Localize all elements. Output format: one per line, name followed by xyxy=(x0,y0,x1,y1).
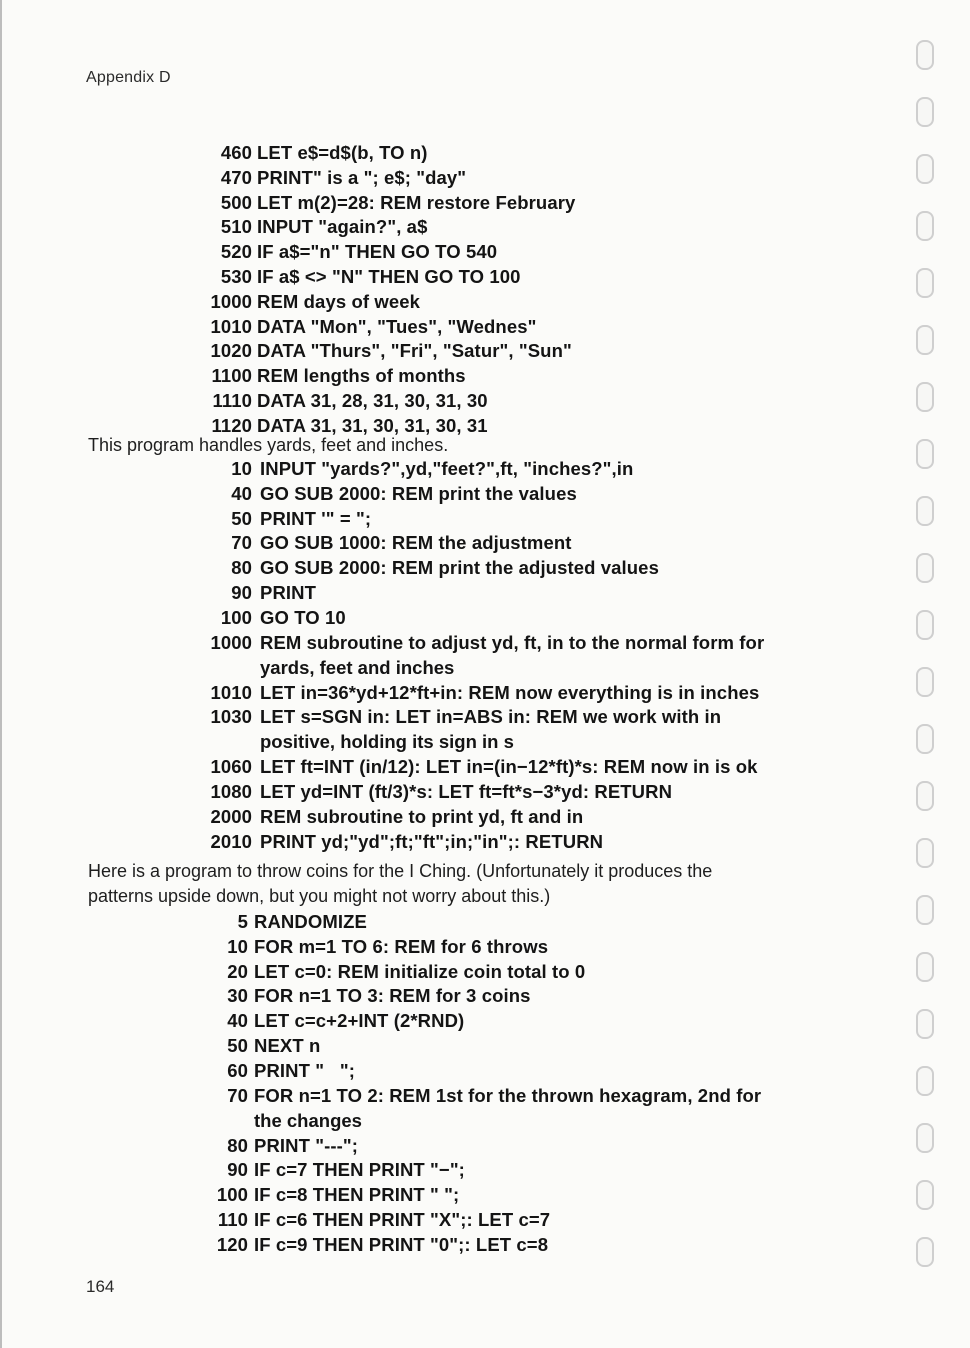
line-statement: INPUT "yards?",yd,"feet?",ft, "inches?",in xyxy=(260,458,634,479)
binding-hole xyxy=(916,211,934,241)
line-number: 120 xyxy=(216,1233,248,1255)
line-statement: IF c=6 THEN PRINT "X";: LET c=7 xyxy=(254,1209,551,1230)
binding-hole xyxy=(916,439,934,469)
binding-hole xyxy=(916,838,934,868)
line-statement: FOR n=1 TO 3: REM for 3 coins xyxy=(254,985,531,1007)
binding-hole xyxy=(916,1066,934,1096)
line-number: 50 xyxy=(227,1035,248,1056)
line-number: 1000 xyxy=(210,290,252,312)
line-number: 90 xyxy=(227,1159,248,1181)
line-number: 1120 xyxy=(211,414,252,436)
line-number: 1060 xyxy=(210,756,252,778)
line-statement: PRINT " "; xyxy=(254,1059,355,1081)
line-statement: REM lengths of months xyxy=(257,365,466,387)
line-number: 510 xyxy=(220,216,252,238)
line-statement: GO SUB 2000: REM print the values xyxy=(260,482,577,504)
line-number: 500 xyxy=(220,191,252,213)
line-statement: PRINT xyxy=(260,582,316,603)
line-number: 50 xyxy=(231,507,252,529)
line-statement: GO SUB 1000: REM the adjustment xyxy=(260,532,572,554)
line-number: 2010 xyxy=(210,830,252,852)
binding-hole xyxy=(916,97,934,127)
line-number: 1100 xyxy=(211,365,252,387)
line-number: 520 xyxy=(220,241,252,263)
line-statement: PRINT" is a "; e$; "day" xyxy=(257,166,467,188)
line-number: 100 xyxy=(220,606,252,628)
binding-hole xyxy=(916,781,934,811)
line-statement: FOR m=1 TO 6: REM for 6 throws xyxy=(254,935,549,957)
binding-hole xyxy=(916,952,934,982)
line-statement: LET s=SGN in: LET in=ABS in: REM we work with in xyxy=(260,706,722,728)
line-number: 40 xyxy=(231,482,252,504)
binding-hole xyxy=(916,154,934,184)
line-statement: INPUT "again?", a$ xyxy=(257,216,428,238)
line-number: 1010 xyxy=(210,315,252,337)
line-statement: REM subroutine to adjust yd, ft, in to the normal form for xyxy=(260,631,765,653)
line-continuation: positive, holding its sign in s xyxy=(260,731,514,753)
binding-hole xyxy=(916,1237,934,1267)
line-statement: IF a$="n" THEN GO TO 540 xyxy=(257,241,498,263)
line-number: 10 xyxy=(231,458,252,479)
line-number: 10 xyxy=(227,935,248,957)
binding-hole xyxy=(916,1009,934,1039)
line-statement: PRINT "---"; xyxy=(254,1134,359,1156)
binding-hole xyxy=(916,553,934,583)
line-statement: DATA 31, 31, 30, 31, 30, 31 xyxy=(257,414,488,436)
line-statement: IF c=8 THEN PRINT " "; xyxy=(254,1184,460,1206)
line-statement: IF a$ <> "N" THEN GO TO 100 xyxy=(257,266,521,287)
line-statement: REM subroutine to print yd, ft and in xyxy=(260,806,584,827)
line-number: 80 xyxy=(227,1134,248,1156)
line-statement: IF c=9 THEN PRINT "0";: LET c=8 xyxy=(254,1233,549,1255)
line-number: 100 xyxy=(216,1184,248,1206)
line-number: 30 xyxy=(227,985,248,1007)
line-number: 80 xyxy=(231,557,252,579)
binding-hole xyxy=(916,895,934,925)
line-number: 70 xyxy=(227,1084,248,1106)
line-statement: DATA "Thurs", "Fri", "Satur", "Sun" xyxy=(257,340,572,362)
line-statement: DATA "Mon", "Tues", "Wednes" xyxy=(257,315,537,337)
line-number: 40 xyxy=(227,1010,248,1032)
binding-hole xyxy=(916,724,934,754)
line-number: 2000 xyxy=(210,806,252,827)
line-continuation: yards, feet and inches xyxy=(260,656,455,678)
line-number: 110 xyxy=(217,1209,248,1230)
line-statement: LET m(2)=28: REM restore February xyxy=(257,191,576,213)
line-statement: GO SUB 2000: REM print the adjusted values xyxy=(260,557,659,579)
line-statement: LET c=c+2+INT (2*RND) xyxy=(254,1010,465,1032)
binding-hole xyxy=(916,610,934,640)
line-number: 530 xyxy=(220,266,252,287)
line-statement: DATA 31, 28, 31, 30, 31, 30 xyxy=(257,390,488,411)
line-statement: FOR n=1 TO 2: REM 1st for the thrown hexagram, 2nd for xyxy=(254,1084,762,1106)
binding-hole xyxy=(916,325,934,355)
line-number: 5 xyxy=(237,911,248,932)
line-statement: LET yd=INT (ft/3)*s: LET ft=ft*s−3*yd: RETURN xyxy=(260,781,673,803)
binding-hole xyxy=(916,496,934,526)
binding-hole xyxy=(916,382,934,412)
line-number: 1000 xyxy=(210,631,252,653)
line-statement: NEXT n xyxy=(254,1035,321,1056)
line-statement: LET in=36*yd+12*ft+in: REM now everything is in inches xyxy=(260,681,760,703)
line-number: 1080 xyxy=(210,781,252,803)
line-number: 1010 xyxy=(210,681,252,703)
binding-hole xyxy=(916,268,934,298)
line-number: 70 xyxy=(231,532,252,554)
binding-hole xyxy=(916,1180,934,1210)
binding-hole xyxy=(916,1123,934,1153)
binding-hole xyxy=(916,667,934,697)
line-number: 20 xyxy=(227,960,248,982)
line-statement: IF c=7 THEN PRINT "−"; xyxy=(254,1159,465,1181)
line-number: 60 xyxy=(227,1059,248,1081)
line-number: 1110 xyxy=(212,390,252,411)
line-number: 90 xyxy=(231,582,252,603)
line-statement: LET c=0: REM initialize coin total to 0 xyxy=(254,960,586,982)
line-number: 470 xyxy=(220,166,252,188)
page-number: 164 xyxy=(86,1277,115,1296)
line-statement: REM days of week xyxy=(257,290,421,312)
line-number: 460 xyxy=(220,142,252,163)
line-statement: RANDOMIZE xyxy=(254,911,367,932)
paragraph: Here is a program to throw coins for the I Ching. (Unfortunately it produces the xyxy=(88,861,713,881)
paragraph: This program handles yards, feet and inches. xyxy=(88,435,449,455)
line-statement: LET e$=d$(b, TO n) xyxy=(257,142,428,163)
line-statement: LET ft=INT (in/12): LET in=(in−12*ft)*s: REM now in is ok xyxy=(260,756,758,778)
line-statement: GO TO 10 xyxy=(260,606,346,628)
line-statement: PRINT '" = "; xyxy=(260,507,372,529)
line-statement: PRINT yd;"yd";ft;"ft";in;"in";: RETURN xyxy=(260,830,604,852)
binding-hole xyxy=(916,40,934,70)
running-header: Appendix D xyxy=(86,69,171,86)
line-number: 1020 xyxy=(210,340,252,362)
line-number: 1030 xyxy=(210,706,252,728)
line-continuation: the changes xyxy=(254,1109,362,1131)
paragraph: patterns upside down, but you might not worry about this.) xyxy=(88,886,551,906)
